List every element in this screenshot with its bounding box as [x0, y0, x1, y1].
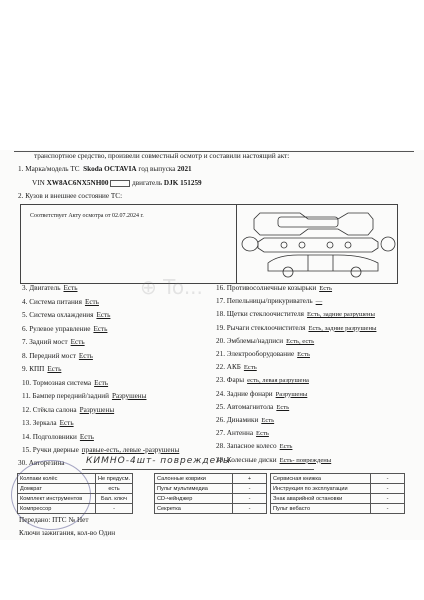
- right-item: [216, 443, 292, 451]
- item-label: 9. КПП: [22, 365, 45, 373]
- item-label: 12. Стёкла салона: [22, 405, 77, 414]
- equipment-name: Пульт мультимедиа: [155, 484, 233, 494]
- equipment-name: Пульт вебасто: [271, 504, 371, 514]
- equipment-name: Салонные коврики: [155, 474, 233, 484]
- car-side-top: [254, 213, 373, 235]
- equipment-name: Секретка: [155, 504, 233, 514]
- item-value: Есть: [243, 364, 257, 372]
- item-value: Есть: [279, 443, 293, 451]
- item-label: 11. Бампер передний/задний: [22, 392, 109, 400]
- right-item: [216, 325, 376, 333]
- item-value: есть, левая разрушена: [247, 377, 309, 385]
- equipment-row: [18, 484, 133, 494]
- item-label: 25. Автомагнитола: [216, 402, 274, 411]
- equipment-row: [18, 504, 133, 514]
- item-value: Есть: [261, 417, 275, 424]
- item-value: Есть: [319, 285, 333, 292]
- item-2-label: 2. Кузов и внешнее состояние ТС:: [18, 192, 123, 200]
- item-value: Есть: [63, 284, 78, 292]
- item-label: 6. Рулевое управление: [22, 324, 91, 333]
- item-value: Есть: [59, 419, 74, 427]
- equipment-value: есть: [96, 484, 133, 494]
- item-value: —: [315, 298, 323, 306]
- intro-text: транспортное средство, произвели совместный осмотр и составили настоящий акт:: [34, 152, 290, 160]
- right-item: [216, 377, 309, 385]
- right-item: [216, 351, 310, 359]
- right-item: [216, 364, 257, 372]
- right-item: [216, 391, 307, 399]
- item-label: 17. Пепельницы/прикуриватель: [216, 297, 313, 306]
- body-note: Соответствует Акту осмотра от 02.07.2024 г.: [30, 213, 144, 219]
- equipment-row: [18, 474, 133, 484]
- left-item: [22, 380, 108, 387]
- item-label: 28. Запасное колесо: [216, 442, 277, 451]
- equipment-value: -: [371, 484, 405, 494]
- equipment-name: Домкрат: [18, 484, 96, 494]
- equipment-name: Знак аварийной остановки: [271, 494, 371, 504]
- item-label: 4. Система питания: [22, 297, 82, 306]
- pts-line: Передано: ПТС № Нет: [19, 516, 89, 524]
- item-label: 29. Колесные диски: [216, 455, 277, 464]
- equipment-value: +: [233, 474, 267, 484]
- item-label: 3. Двигатель: [22, 284, 61, 292]
- equipment-name: Компрессор: [18, 504, 96, 514]
- item-value: Есть: [276, 403, 290, 411]
- right-item: [216, 417, 274, 425]
- left-item: [22, 420, 74, 427]
- item-30-label: 30. Авторезина: [18, 459, 65, 467]
- equipment-name: Сервисная книжка: [271, 474, 371, 484]
- item-value: Разрушены: [275, 390, 308, 398]
- watermark: ⊕ To...: [140, 275, 203, 299]
- right-item: [216, 338, 314, 346]
- item-label: 20. Эмблемы/надписи: [216, 336, 284, 345]
- item-label: 16. Противосолнечные козырьки: [216, 284, 317, 292]
- equipment-value: Бал. ключ: [96, 494, 133, 504]
- right-item: [216, 311, 375, 319]
- item-value: Есть, задние разрушены: [308, 324, 377, 332]
- item-label: 27. Антенна: [216, 429, 254, 438]
- left-item: [22, 353, 93, 360]
- right-item: [216, 298, 322, 306]
- item-label: 8. Передний мост: [22, 351, 76, 360]
- item-value: Разрушены: [79, 405, 115, 414]
- equipment-value: -: [233, 504, 267, 514]
- item-value: Есть: [297, 351, 310, 358]
- item-30-underline: [82, 469, 314, 470]
- equipment-row: [155, 474, 267, 484]
- equipment-value: Не предусм.: [96, 474, 133, 484]
- item-label: 26. Динамики: [216, 416, 259, 424]
- right-item: [216, 457, 331, 465]
- left-item: [22, 326, 107, 333]
- equipment-table-1: [17, 473, 133, 514]
- equipment-name: Комплект инструментов: [18, 494, 96, 504]
- left-item: [22, 299, 99, 306]
- item-label: 5. Система охлаждения: [22, 311, 94, 319]
- item-value: Разрушены: [111, 392, 147, 400]
- equipment-name: CD-чейнджер: [155, 494, 233, 504]
- item-value: Есть, есть: [286, 337, 315, 345]
- redacted-top-area: [0, 0, 424, 150]
- equipment-table-2: [154, 473, 267, 514]
- item-value: Есть: [78, 351, 93, 360]
- item-label: 24. Задние фонари: [216, 389, 273, 398]
- redacted-bottom-area: [0, 540, 424, 600]
- item-value: Есть: [96, 311, 111, 319]
- left-item: [22, 393, 146, 400]
- equipment-row: [155, 504, 267, 514]
- left-item: [22, 447, 179, 454]
- item-30-value: КИМНО-4шт- повреждены: [86, 456, 232, 466]
- equipment-name: Колпаки колёс: [18, 474, 96, 484]
- vin-line: VIN XW8AC6NX5NH00 двигатель DJK 151259: [32, 179, 202, 188]
- right-item: [216, 430, 269, 438]
- item-label: 15. Ручки дверные: [22, 446, 79, 454]
- item-1-label: 1. Марка/модель ТС Skoda OCTAVIA год выпуска 2021: [18, 165, 192, 173]
- equipment-row: [18, 494, 133, 504]
- equipment-row: [271, 504, 405, 514]
- car-diagram: [238, 205, 396, 283]
- left-item: [22, 407, 114, 414]
- item-label: 13. Зеркала: [22, 419, 57, 427]
- equipment-row: [155, 484, 267, 494]
- equipment-value: -: [371, 504, 405, 514]
- equipment-row: [271, 494, 405, 504]
- equipment-name: Инструкция по эксплуатации: [271, 484, 371, 494]
- vin-value: XW8AC6NX5NH00: [46, 179, 109, 188]
- equipment-row: [271, 484, 405, 494]
- equipment-table-3: [270, 473, 405, 514]
- item-value: Есть: [94, 378, 109, 387]
- item-label: 14. Подголовники: [22, 432, 77, 441]
- keys-line: Ключи зажигания, кол-во Один: [19, 529, 116, 537]
- item-value: Есть: [93, 324, 108, 333]
- item-value: Есть- повреждены: [279, 456, 332, 464]
- item-label: 22. АКБ: [216, 363, 241, 372]
- item-label: 18. Щетки стеклоочистителя: [216, 310, 304, 319]
- item-value: Есть, задние разрушены: [306, 311, 375, 319]
- equipment-row: [271, 474, 405, 484]
- item-value: Есть: [47, 365, 62, 373]
- item-label: 10. Тормозная система: [22, 378, 92, 387]
- item-value: Есть: [70, 338, 85, 346]
- equipment-row: [155, 494, 267, 504]
- left-item: [22, 366, 61, 373]
- equipment-value: -: [233, 484, 267, 494]
- body-box-divider: [236, 204, 237, 284]
- left-item: [22, 339, 85, 346]
- vin-redacted: [110, 180, 130, 187]
- equipment-value: -: [233, 494, 267, 504]
- item-label: 7. Задний мост: [22, 338, 68, 346]
- item-value: Есть: [79, 432, 94, 441]
- equipment-value: -: [371, 474, 405, 484]
- right-item: [216, 285, 332, 293]
- equipment-value: -: [371, 494, 405, 504]
- item-value: Есть: [256, 430, 269, 438]
- item-value: правые-есть, левые -разрушены: [81, 446, 180, 454]
- item-value: Есть: [84, 297, 99, 306]
- item-label: 21. Электрооборудование: [216, 350, 295, 358]
- left-item: [22, 285, 77, 292]
- right-item: [216, 404, 289, 412]
- equipment-value: -: [96, 504, 133, 514]
- left-item: [22, 434, 94, 441]
- item-label: 23. Фары: [216, 376, 245, 385]
- item-label: 19. Рычаги стеклоочистителя: [216, 323, 306, 332]
- left-item: [22, 312, 110, 319]
